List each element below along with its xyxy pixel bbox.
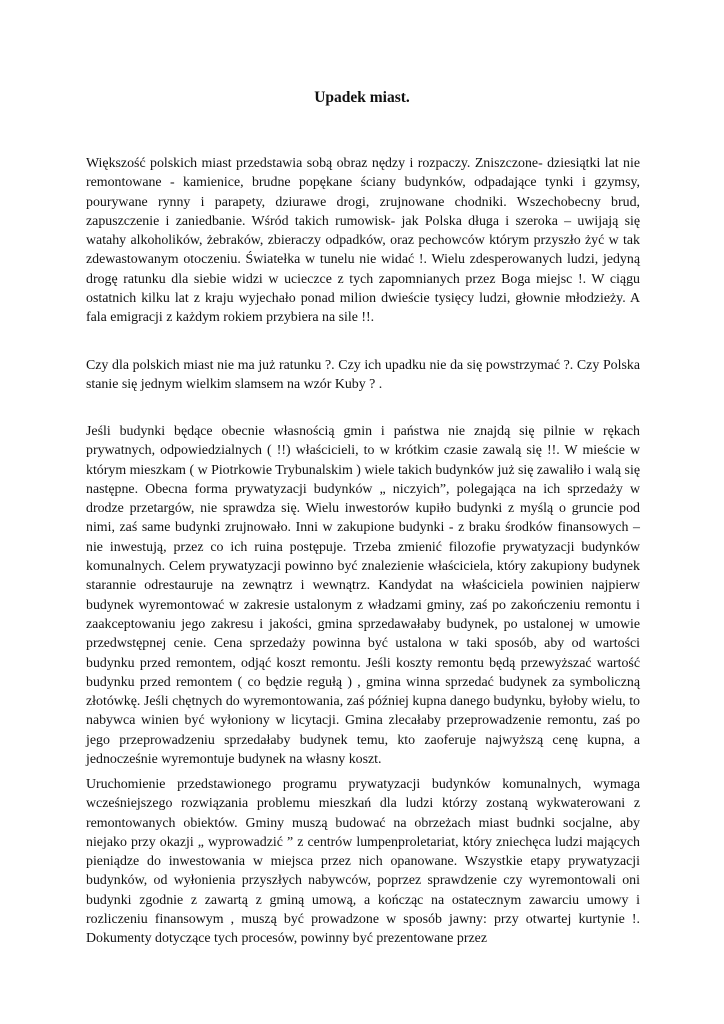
paragraph-4: Uruchomienie przedstawionego programu prywatyzacji budynków komunalnych, wymaga wcześniejszego rozwiązania problemu mieszkań dla ludzi którzy zostaną wykwaterowani z remontowanych obiektów. Gminy muszą budować na obrzeżach miast budnki socjalne, aby niejako przy okazji „ wyprowadzić ” z centrów lumpenproletariat, który zniechęca ludzi mających pieniądze do inwestowania w miejsca przez nich opanowane. Wszystkie etapy prywatyzacji budynków, od wyłonienia przyszłych nabywców, poprzez sprawdzenie czy wyremontowali oni budynki zgodnie z zawartą z gminą umową, a kończąc na ostatecznym zawarciu umowy i rozliczeniu finansowym , muszą być prowadzone w sposób jawny: przy otwartej kurtynie !. Dokumenty dotyczące tych procesów, powinny być prezentowane przez: [86, 777, 640, 947]
paragraph-1: Większość polskich miast przedstawia sobą obraz nędzy i rozpaczy. Zniszczone- dziesiątki lat nie remontowane - kamienice, brudne popękane ściany budynków, odpadające tynki i gzymsy, pourywane rynny i parapety, dziurawe drogi, zrujnowane chodniki. Wszechobecny brud, zapuszczenie i zaniedbanie. Wśród takich rumowisk- jak Polska długa i szeroka – uwijają się watahy alkoholików, żebraków, zbieraczy odpadków, oraz pechowców którym przyszło żyć w tak zdewastowanym otoczeniu. Światełka w tunelu nie widać !. Wielu zdesperowanych ludzi, jedyną drogę ratunku dla siebie widzi w ucieczce z tych zapomnianych przez Boga miejsc !. W ciągu ostatnich kilku lat z kraju wyjechało ponad milion dwieście tysięcy ludzi, głownie młodzieży. A fala emigracji z każdym rokiem przybiera na sile !!.: [86, 156, 640, 326]
paragraph-3: Jeśli budynki będące obecnie własnością gmin i państwa nie znajdą się pilnie w rękach prywatnych, odpowiedzialnych ( !!) właścicieli, to w krótkim czasie zawalą się !!. W mieście w którym mieszkam ( w Piotrkowie Trybunalskim ) wiele takich budynków już się zawaliło i walą się następne. Obecna forma prywatyzacji budynków „ niczyich”, polegająca na ich sprzedaży w drodze przetargów, nie sprawdza się. Wielu inwestorów kupiło budynki z myślą o gruncie pod nimi, zaś same budynki zrujnowało. Inni w zakupione budynki - z braku środków finansowych – nie inwestują, przez co ich ruina postępuje. Trzeba zmienić filozofie prywatyzacji budynków komunalnych. Celem prywatyzacji powinno być znalezienie właściciela, który zakupiony budynek starannie odrestauruje na zewnątrz i wewnątrz. Kandydat na właściciela powinien najpierw budynek wyremontować w zakresie ustalonym z władzami gminy, zaś po zakończeniu remontu i zaakceptowaniu jego zakresu i jakości, gmina sprzedawałaby budynek, po ustalonej w umowie przedwstępnej cenie. Cena sprzedaży powinna być ustalona w taki sposób, aby od wartości budynku przed remontem, odjąć koszt remontu. Jeśli koszty remontu będą przewyższać wartość budynku przed remontem ( co będzie regułą ) , gmina winna sprzedać budynek za symboliczną złotówkę. Jeśli chętnych do wyremontowania, zaś później kupna danego budynku, byłoby wielu, to nabywca winien być wyłoniony w licytacji. Gmina zlecałaby przeprowadzenie remontu, zaś po jego przeprowadzeniu sprzedałaby budynek temu, kto zaoferuje najwyższą cenę kupna, a jednocześnie wyremontuje budynek na własny koszt.: [86, 424, 640, 768]
paragraph-2: Czy dla polskich miast nie ma już ratunku ?. Czy ich upadku nie da się powstrzymać ?. Czy Polska stanie się jednym wielkim slamsem na wzór Kuby ? .: [86, 358, 640, 393]
document-title: Upadek miast.: [314, 89, 410, 106]
